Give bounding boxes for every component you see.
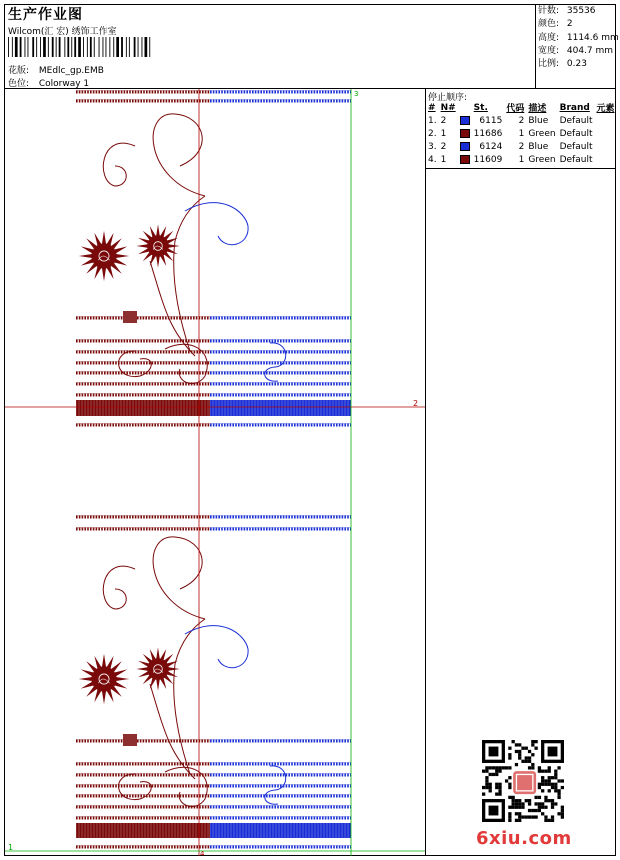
- stitch-row: [210, 362, 351, 364]
- stat-height: 高度: 1114.6 mm: [538, 32, 619, 43]
- stitch-row: [210, 516, 351, 518]
- stop-table-header: 元素: [596, 104, 615, 114]
- stitch-row: [210, 740, 351, 742]
- embroidery-preview: [5, 89, 425, 856]
- flower-motif: [79, 654, 129, 704]
- stitch-row: [210, 424, 351, 426]
- stitch-row: [76, 516, 210, 518]
- qr-code: [482, 740, 564, 822]
- stitch-row: [210, 340, 351, 342]
- table-divider: [425, 168, 616, 169]
- barcode: [8, 37, 153, 57]
- stitch-row: [76, 394, 210, 396]
- stitch-row: [210, 351, 351, 353]
- stitch-row: [76, 424, 210, 426]
- stop-table-header: 描述: [528, 104, 547, 114]
- stitch-row: [76, 317, 123, 319]
- satin-band: [76, 823, 210, 838]
- stop-table-header: St.: [473, 102, 488, 113]
- stitch-row: [76, 795, 210, 797]
- stitch-row: [76, 100, 210, 102]
- stitch-row: [210, 817, 351, 819]
- stat-stitches: 针数: 35536: [538, 6, 596, 16]
- stat-width: 宽度: 404.7 mm: [538, 45, 614, 56]
- satin-band: [210, 400, 351, 416]
- vine-motif: [103, 114, 285, 384]
- stitch-row: [76, 91, 210, 93]
- color-swatch: [460, 142, 470, 151]
- stop-table-header: Brand: [559, 102, 590, 113]
- stat-scale: 比例: 0.23: [538, 59, 587, 70]
- canvas-marker-3: 3: [354, 90, 359, 98]
- satin-band: [210, 823, 351, 838]
- stitch-row: [76, 817, 210, 819]
- stitch-row: [76, 362, 210, 364]
- colorway-value: Colorway 1: [38, 79, 90, 89]
- stitch-row: [210, 383, 351, 385]
- stitch-row: [210, 372, 351, 374]
- stitch-row: [76, 785, 210, 787]
- design-file: 花版: MEdlc_gp.EMB: [8, 66, 104, 76]
- flower-motif: [136, 647, 179, 690]
- stitch-row: [210, 806, 351, 808]
- company-name: Wilcom(汇 宏) 绣饰工作室: [8, 27, 117, 37]
- color-swatch: [460, 129, 470, 138]
- stop-table-header: #: [428, 102, 436, 113]
- vine-motif: [103, 537, 285, 807]
- stitch-row: [76, 528, 210, 530]
- stop-table-row: 2. 1 11686 1 Green Default: [428, 128, 593, 139]
- stats-divider: [535, 4, 536, 88]
- design-stats: [538, 5, 619, 71]
- color-swatch: [460, 116, 470, 125]
- stop-table-row: 4. 1 11609 1 Green Default: [428, 154, 593, 165]
- stitch-row: [210, 317, 351, 319]
- stitch-row: [76, 846, 210, 848]
- stitch-row: [210, 846, 351, 848]
- panel-divider: [425, 88, 426, 856]
- stop-table-header: 代码: [506, 104, 525, 114]
- stitch-row: [210, 774, 351, 776]
- page-title: 生产作业图: [8, 7, 83, 23]
- stop-table-header: N#: [440, 102, 456, 113]
- stitch-row: [210, 795, 351, 797]
- flower-motif: [79, 231, 129, 281]
- satin-band: [76, 400, 210, 416]
- stitch-row: [76, 372, 210, 374]
- stitch-row: [210, 528, 351, 530]
- design-file-value: MEdlc_gp.EMB: [38, 66, 104, 76]
- canvas-marker-1: 1: [8, 843, 14, 852]
- flower-motif: [136, 224, 179, 267]
- stop-table-row: 3. 2 6124 2 Blue Default: [428, 141, 593, 152]
- stat-colors: 颜色: 2: [538, 19, 573, 30]
- canvas-marker-4: 4: [200, 850, 205, 858]
- stitch-row: [210, 394, 351, 396]
- stop-table-header: [458, 101, 472, 114]
- watermark-logo: 6xiu.com: [476, 828, 572, 849]
- stitch-row: [210, 91, 351, 93]
- stitch-row: [210, 763, 351, 765]
- stop-sequence-title: 停止顺序:: [428, 93, 468, 103]
- stitch-row: [210, 100, 351, 102]
- stitch-row: [76, 763, 210, 765]
- color-swatch: [460, 155, 470, 164]
- stitch-row: [76, 740, 123, 742]
- stop-table-row: 1. 2 6115 2 Blue Default: [428, 115, 593, 126]
- canvas-marker-2: 2: [413, 399, 419, 408]
- stitch-row: [76, 340, 210, 342]
- stop-sequence-table: [426, 101, 617, 166]
- colorway: 色位: Colorway 1: [8, 79, 90, 89]
- stitch-row: [210, 785, 351, 787]
